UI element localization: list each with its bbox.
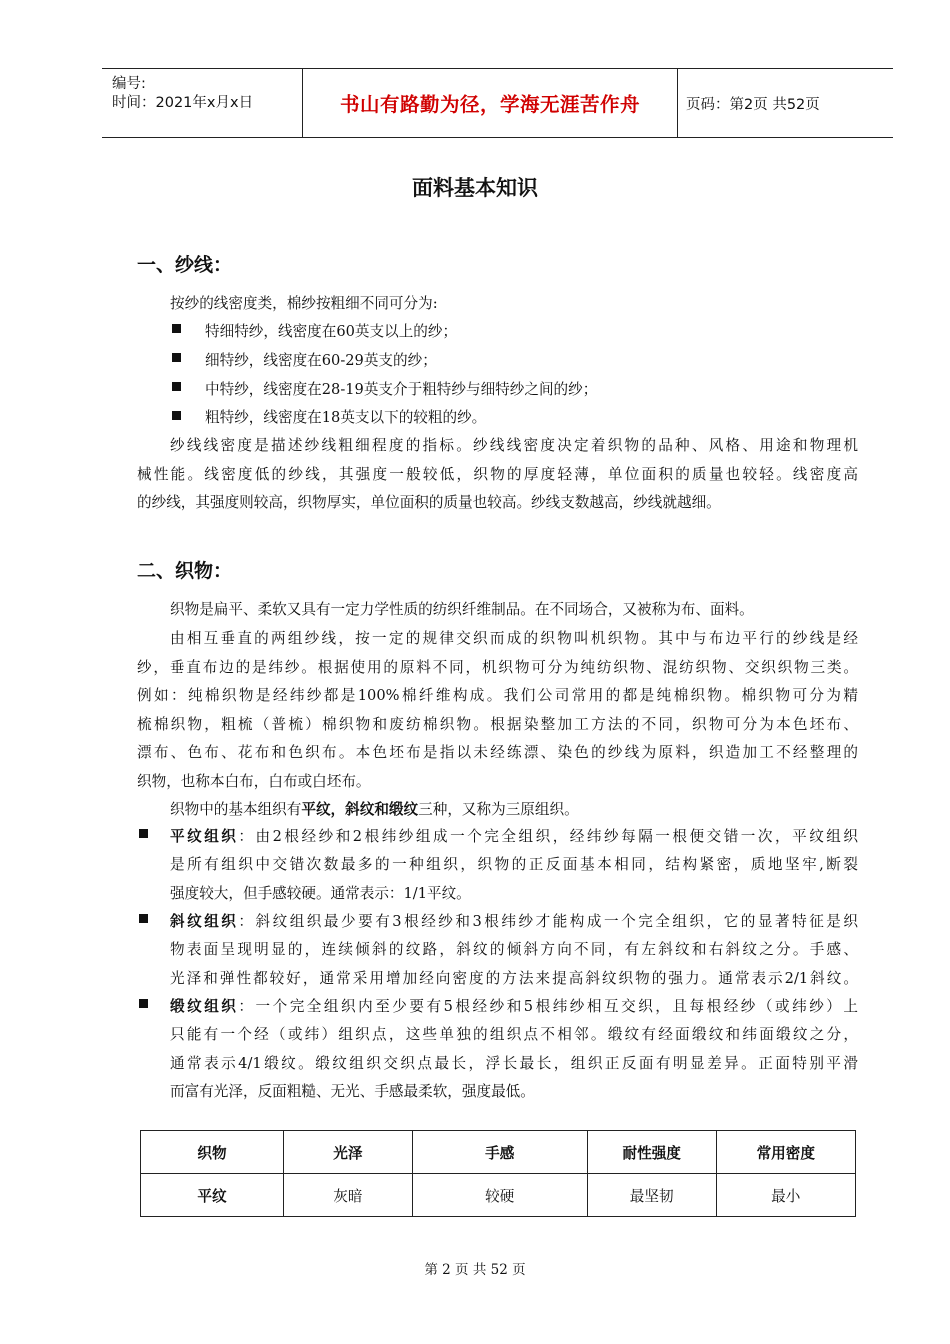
table-cell: 较硬 (412, 1174, 587, 1217)
plain-weave-text: ：由2根经纱和2根纬纱组成一个完全组织，经纬纱每隔一根便交错一次，平纹组织 (238, 828, 858, 845)
section-heading-yarn: 一、纱线： (137, 254, 233, 276)
basic-weaves-pre: 织物中的基本组织有 (170, 801, 302, 818)
header-motto-cell (303, 69, 678, 137)
plain-weave-name: 平纹组织 (170, 828, 239, 845)
satin-weave-line: 只能有一个经（或纬）组织点，这些单独的组织点不相邻。缎纹有经面缎纹和纬面缎纹之分， (170, 1026, 858, 1043)
code-label: 编号: (112, 76, 146, 92)
table-header-cell: 耐性强度 (587, 1131, 716, 1174)
table-header-cell: 手感 (412, 1131, 587, 1174)
time-label: 时间：2021年x月x日 (112, 95, 254, 111)
fabric-definition: 织物是扁平、柔软又具有一定力学性质的纺织纤维制品。在不同场合，又被称为布、面料。 (170, 601, 754, 618)
bullet-icon (139, 999, 148, 1008)
yarn-bullet-1: 特细特纱，线密度在60英支以上的纱； (205, 323, 458, 340)
page-footer: 第 2 页 共 52 页 (424, 1262, 526, 1278)
fabric-paragraph-line: 由相互垂直的两组纱线，按一定的规律交织而成的织物叫机织物。其中与布边平行的纱线是经 (170, 630, 858, 647)
satin-weave-line: 通常表示4/1缎纹。缎纹组织交织点最长，浮长最长，组织正反面有明显差异。正面特别平滑 (170, 1055, 858, 1072)
bullet-icon (172, 324, 181, 333)
table-cell: 最小 (716, 1174, 855, 1217)
fabric-paragraph-line: 漂布、色布、花布和色织布。本色坯布是指以未经练漂、染色的纱线为原料，织造加工不经整理的 (137, 744, 858, 761)
page-info: 页码：第2页 共52页 (686, 96, 820, 113)
yarn-paragraph-line: 纱线线密度是描述纱线粗细程度的指标。纱线线密度决定着织物的品种、风格、用途和物理机 (170, 437, 858, 454)
twill-weave-text: ：斜纹组织最少要有3根经纱和3根纬纱才能构成一个完全组织，它的显著特征是织 (238, 913, 858, 930)
table-header-cell: 光泽 (284, 1131, 413, 1174)
yarn-intro: 按纱的线密度类，棉纱按粗细不同可分为: (170, 295, 438, 312)
table-cell: 灰暗 (284, 1174, 413, 1217)
twill-weave-line: 光泽和弹性都较好，通常采用增加经向密度的方法来提高斜纹织物的强力。通常表示2/1斜纹。 (170, 970, 858, 987)
bullet-icon (172, 411, 181, 420)
yarn-paragraph-line: 械性能。线密度低的纱线，其强度一般较低，织物的厚度轻薄，单位面积的质量也较轻。线密度高 (137, 466, 858, 483)
yarn-bullet-3: 中特纱，线密度在28-19英支介于粗特纱与细特纱之间的纱； (205, 381, 598, 398)
section-heading-fabric: 二、织物： (137, 560, 233, 582)
satin-weave-text: ：一个完全组织内至少要有5根经纱和5根纬纱相互交织，且每根经纱（或纬纱）上 (238, 998, 858, 1015)
table-header-row (141, 1131, 856, 1174)
bullet-icon (172, 382, 181, 391)
yarn-paragraph-line: 的纱线，其强度则较高，织物厚实，单位面积的质量也较高。纱线支数越高，纱线就越细。 (137, 494, 721, 511)
twill-weave-line: 物表面呈现明显的，连续倾斜的纹路，斜纹的倾斜方向不同，有左斜纹和右斜纹之分。手感、 (170, 941, 858, 958)
satin-weave-line: 而富有光泽，反面粗糙、无光、手感最柔软，强度最低。 (170, 1083, 535, 1100)
yarn-bullet-4: 粗特纱，线密度在18英支以下的较粗的纱。 (205, 409, 487, 426)
table-row (141, 1174, 856, 1217)
fabric-paragraph-line: 织物，也称本白布，白布或白坯布。 (137, 773, 371, 790)
basic-weaves-sentence (170, 798, 579, 819)
yarn-bullet-2: 细特纱，线密度在60-29英支的纱； (205, 352, 437, 369)
bullet-icon (172, 353, 181, 362)
plain-weave-line: 强度较大，但手感较硬。通常表示：1/1平纹。 (170, 885, 471, 902)
fabric-paragraph-line: 例如：纯棉织物是经纬纱都是100%棉纤维构成。我们公司常用的都是纯棉织物。棉织物可分为精 (137, 687, 858, 704)
satin-weave-line (170, 995, 858, 1016)
header-page-cell (678, 69, 893, 137)
table-cell: 平纹 (141, 1174, 284, 1217)
twill-weave-name: 斜纹组织 (170, 913, 239, 930)
satin-weave-name: 缎纹组织 (170, 998, 239, 1015)
header-meta-cell (102, 69, 303, 137)
plain-weave-line: 是所有组织中交错次数最多的一种组织，织物的正反面基本相同，结构紧密，质地坚牢,断裂 (170, 856, 858, 873)
table-header-cell: 织物 (141, 1131, 284, 1174)
bullet-icon (139, 829, 148, 838)
weave-comparison-table (140, 1130, 856, 1217)
fabric-paragraph-line: 梳棉织物，粗梳（普梳）棉织物和废纺棉织物。根据染整加工方法的不同，织物可分为本色坯布、 (137, 716, 858, 733)
motto: 书山有路勤为径，学海无涯苦作舟 (339, 93, 640, 116)
page-title: 面料基本知识 (412, 176, 538, 200)
table-cell: 最坚韧 (587, 1174, 716, 1217)
twill-weave-line (170, 910, 858, 931)
fabric-paragraph-line: 纱，垂直布边的是纬纱。根据使用的原料不同，机织物可分为纯纺织物、混纺织物、交织织物三类。 (137, 659, 858, 676)
bullet-icon (139, 914, 148, 923)
basic-weaves-post: 三种，又称为三原组织。 (418, 801, 579, 818)
document-header (102, 68, 893, 138)
basic-weaves-bold: 平纹，斜纹和缎纹 (301, 801, 419, 818)
table-header-cell: 常用密度 (716, 1131, 855, 1174)
plain-weave-line (170, 825, 858, 846)
